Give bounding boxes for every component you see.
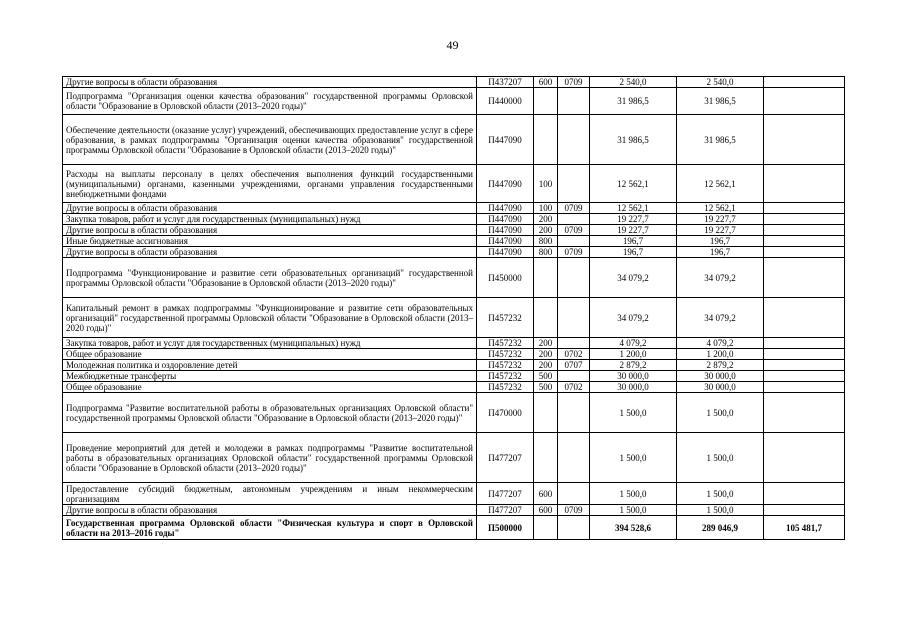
section-code-cell: [558, 115, 590, 165]
target-code-cell: П457232: [477, 338, 534, 349]
table-row: [63, 165, 845, 203]
amount-federal-cell: [764, 165, 845, 203]
target-code-cell: П447090: [477, 247, 534, 258]
target-code-cell: П477207: [477, 505, 534, 516]
amount-regional-cell: 1 500,0: [677, 393, 764, 433]
expense-type-cell: [534, 433, 558, 483]
amount-regional-cell: 4 079,2: [677, 338, 764, 349]
amount-regional-cell: 196,7: [677, 247, 764, 258]
amount-federal-cell: [764, 505, 845, 516]
expense-type-cell: [534, 88, 558, 115]
amount-total-cell: 2 879,2: [590, 360, 677, 371]
expense-type-cell: [534, 393, 558, 433]
amount-federal-cell: [764, 88, 845, 115]
expense-type-cell: [534, 258, 558, 298]
target-code-cell: П470000: [477, 393, 534, 433]
expense-type-cell: 600: [534, 483, 558, 505]
target-code-cell: П437207: [477, 77, 534, 88]
table-row: [63, 433, 845, 483]
target-code-cell: П447090: [477, 214, 534, 225]
amount-federal-cell: [764, 360, 845, 371]
target-code-cell: П457232: [477, 360, 534, 371]
amount-total-cell: 1 200,0: [590, 349, 677, 360]
row-name-cell: Закупка товаров, работ и услуг для государственных (муниципальных) нужд: [63, 338, 477, 349]
row-name-cell: Предоставление субсидий бюджетным, автономным учреждениям и иным некоммерческим организациям: [63, 483, 477, 505]
target-code-cell: П447090: [477, 165, 534, 203]
amount-total-cell: 31 986,5: [590, 115, 677, 165]
amount-federal-cell: [764, 371, 845, 382]
row-name-cell: Обеспечение деятельности (оказание услуг) учреждений, обеспечивающих предоставление услуг в сфере образования, в рамках подпрограммы "Организация оценки качества образования" государственной программы Орловской области "Образование в Орловской области (2013–2020 годы)": [63, 115, 477, 165]
amount-federal-cell: [764, 115, 845, 165]
amount-regional-cell: 31 986,5: [677, 88, 764, 115]
amount-regional-cell: 196,7: [677, 236, 764, 247]
section-code-cell: [558, 214, 590, 225]
row-name-cell: Закупка товаров, работ и услуг для государственных (муниципальных) нужд: [63, 214, 477, 225]
amount-regional-cell: 19 227,7: [677, 225, 764, 236]
section-code-cell: 0709: [558, 247, 590, 258]
table-row: [63, 225, 845, 236]
row-name-cell: Межбюджетные трансферты: [63, 371, 477, 382]
expense-type-cell: [534, 516, 558, 540]
table-row: [63, 203, 845, 214]
row-name-cell: Подпрограмма "Функционирование и развитие сети образовательных организаций" государственной программы Орловской области "Образование в Орловской области (2013–2020 годы)": [63, 258, 477, 298]
amount-total-cell: 1 500,0: [590, 433, 677, 483]
expense-type-cell: 200: [534, 349, 558, 360]
amount-regional-cell: 19 227,7: [677, 214, 764, 225]
row-name-cell: Другие вопросы в области образования: [63, 203, 477, 214]
amount-regional-cell: 30 000,0: [677, 371, 764, 382]
section-code-cell: [558, 258, 590, 298]
amount-total-cell: 196,7: [590, 236, 677, 247]
amount-total-cell: 1 500,0: [590, 393, 677, 433]
target-code-cell: П477207: [477, 483, 534, 505]
section-code-cell: 0709: [558, 77, 590, 88]
expense-type-cell: 800: [534, 236, 558, 247]
amount-total-cell: 34 079,2: [590, 258, 677, 298]
amount-regional-cell: 34 079,2: [677, 258, 764, 298]
row-name-cell: Другие вопросы в области образования: [63, 77, 477, 88]
amount-total-cell: 19 227,7: [590, 225, 677, 236]
section-code-cell: [558, 483, 590, 505]
section-code-cell: 0709: [558, 203, 590, 214]
amount-federal-cell: [764, 225, 845, 236]
table-row: [63, 505, 845, 516]
amount-federal-cell: [764, 433, 845, 483]
table-row: [63, 483, 845, 505]
table-row: [63, 393, 845, 433]
amount-total-cell: 2 540,0: [590, 77, 677, 88]
table-row: [63, 258, 845, 298]
section-code-cell: 0709: [558, 225, 590, 236]
section-code-cell: [558, 516, 590, 540]
amount-federal-cell: 105 481,7: [764, 516, 845, 540]
section-code-cell: 0707: [558, 360, 590, 371]
target-code-cell: П450000: [477, 258, 534, 298]
amount-total-cell: 12 562,1: [590, 165, 677, 203]
target-code-cell: П447090: [477, 225, 534, 236]
row-name-cell: Общее образование: [63, 382, 477, 393]
amount-regional-cell: 1 200,0: [677, 349, 764, 360]
target-code-cell: П457232: [477, 382, 534, 393]
table-row: [63, 247, 845, 258]
table-row: [63, 214, 845, 225]
amount-total-cell: 31 986,5: [590, 88, 677, 115]
expense-type-cell: 500: [534, 382, 558, 393]
section-code-cell: 0702: [558, 349, 590, 360]
row-name-cell: Государственная программа Орловской области "Физическая культура и спорт в Орловской области на 2013–2016 годы": [63, 516, 477, 540]
amount-regional-cell: 289 046,9: [677, 516, 764, 540]
amount-federal-cell: [764, 247, 845, 258]
row-name-cell: Подпрограмма "Развитие воспитательной работы в образовательных организациях Орловской области" государственной программы Орловской области "Образование в Орловской области (2013–2020 годы)": [63, 393, 477, 433]
row-name-cell: Молодежная политика и оздоровление детей: [63, 360, 477, 371]
row-name-cell: Проведение мероприятий для детей и молодежи в рамках подпрограммы "Развитие воспитательной работы в образовательных организациях Орловской области" государственной программы Орловской области "Образование в Орловской области (2013–2020 годы)": [63, 433, 477, 483]
amount-total-cell: 12 562,1: [590, 203, 677, 214]
table-row: [63, 88, 845, 115]
section-code-cell: 0709: [558, 505, 590, 516]
amount-regional-cell: 2 540,0: [677, 77, 764, 88]
amount-federal-cell: [764, 483, 845, 505]
expense-type-cell: 100: [534, 165, 558, 203]
section-code-cell: 0702: [558, 382, 590, 393]
target-code-cell: П500000: [477, 516, 534, 540]
amount-total-cell: 1 500,0: [590, 505, 677, 516]
table-row: [63, 382, 845, 393]
section-code-cell: [558, 371, 590, 382]
table-row: [63, 115, 845, 165]
expense-type-cell: 200: [534, 214, 558, 225]
amount-total-cell: 196,7: [590, 247, 677, 258]
amount-federal-cell: [764, 203, 845, 214]
expense-type-cell: 600: [534, 77, 558, 88]
expense-type-cell: 200: [534, 360, 558, 371]
expense-type-cell: 100: [534, 203, 558, 214]
page-number: 49: [446, 38, 459, 52]
section-code-cell: [558, 298, 590, 338]
section-code-cell: [558, 393, 590, 433]
table-row: [63, 77, 845, 88]
amount-total-cell: 30 000,0: [590, 371, 677, 382]
amount-federal-cell: [764, 298, 845, 338]
amount-regional-cell: 1 500,0: [677, 505, 764, 516]
row-name-cell: Общее образование: [63, 349, 477, 360]
amount-federal-cell: [764, 214, 845, 225]
amount-regional-cell: 30 000,0: [677, 382, 764, 393]
amount-total-cell: 34 079,2: [590, 298, 677, 338]
amount-regional-cell: 1 500,0: [677, 433, 764, 483]
budget-table-body: [63, 77, 845, 540]
target-code-cell: П477207: [477, 433, 534, 483]
expense-type-cell: 600: [534, 505, 558, 516]
table-row: [63, 298, 845, 338]
amount-regional-cell: 2 879,2: [677, 360, 764, 371]
amount-total-cell: 1 500,0: [590, 483, 677, 505]
amount-total-cell: 4 079,2: [590, 338, 677, 349]
row-name-cell: Другие вопросы в области образования: [63, 247, 477, 258]
amount-federal-cell: [764, 382, 845, 393]
amount-federal-cell: [764, 77, 845, 88]
expense-type-cell: 200: [534, 225, 558, 236]
amount-total-cell: 394 528,6: [590, 516, 677, 540]
section-code-cell: [558, 433, 590, 483]
budget-table: [62, 76, 845, 540]
amount-federal-cell: [764, 258, 845, 298]
target-code-cell: П447090: [477, 203, 534, 214]
expense-type-cell: [534, 298, 558, 338]
table-row: [63, 371, 845, 382]
row-name-cell: Другие вопросы в области образования: [63, 505, 477, 516]
amount-regional-cell: 12 562,1: [677, 203, 764, 214]
row-name-cell: Подпрограмма "Организация оценки качества образования" государственной программы Орловской области "Образование в Орловской области (2013–2020 годы)": [63, 88, 477, 115]
amount-federal-cell: [764, 338, 845, 349]
amount-federal-cell: [764, 393, 845, 433]
amount-regional-cell: 12 562,1: [677, 165, 764, 203]
amount-total-cell: 30 000,0: [590, 382, 677, 393]
section-code-cell: [558, 338, 590, 349]
amount-federal-cell: [764, 236, 845, 247]
amount-federal-cell: [764, 349, 845, 360]
expense-type-cell: 500: [534, 371, 558, 382]
target-code-cell: П457232: [477, 349, 534, 360]
row-name-cell: Другие вопросы в области образования: [63, 225, 477, 236]
target-code-cell: П457232: [477, 371, 534, 382]
expense-type-cell: [534, 115, 558, 165]
expense-type-cell: 800: [534, 247, 558, 258]
table-row: [63, 360, 845, 371]
target-code-cell: П457232: [477, 298, 534, 338]
amount-regional-cell: 34 079,2: [677, 298, 764, 338]
row-name-cell: Расходы на выплаты персоналу в целях обеспечения выполнения функций государственными (муниципальными) органами, казенными учреждениями, органами управления государственными внебюджетными фондами: [63, 165, 477, 203]
row-name-cell: Капитальный ремонт в рамках подпрограммы "Функционирование и развитие сети образовательных организаций" государственной программы Орловской области "Образование в Орловской области (2013–2020 годы)": [63, 298, 477, 338]
table-row: [63, 349, 845, 360]
amount-regional-cell: 31 986,5: [677, 115, 764, 165]
table-row: [63, 236, 845, 247]
target-code-cell: П447090: [477, 236, 534, 247]
row-name-cell: Иные бюджетные ассигнования: [63, 236, 477, 247]
amount-regional-cell: 1 500,0: [677, 483, 764, 505]
target-code-cell: П440000: [477, 88, 534, 115]
table-row: [63, 338, 845, 349]
section-code-cell: [558, 88, 590, 115]
section-code-cell: [558, 165, 590, 203]
section-code-cell: [558, 236, 590, 247]
target-code-cell: П447090: [477, 115, 534, 165]
expense-type-cell: 200: [534, 338, 558, 349]
amount-total-cell: 19 227,7: [590, 214, 677, 225]
table-row: [63, 516, 845, 540]
